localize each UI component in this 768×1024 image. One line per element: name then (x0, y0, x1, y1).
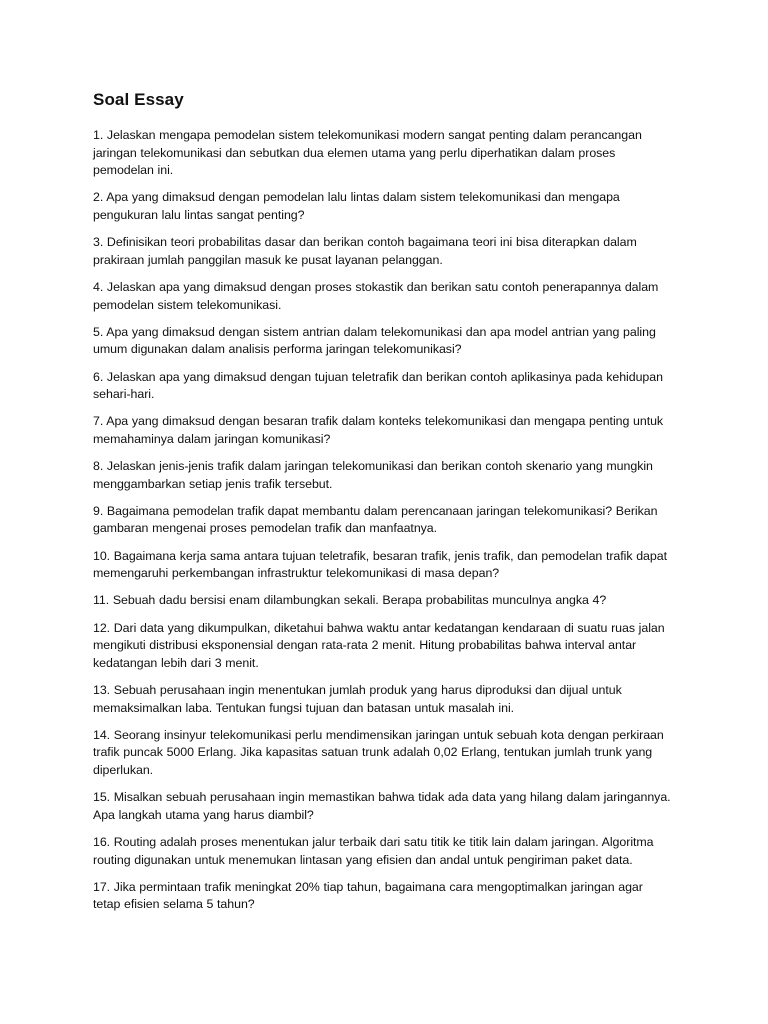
question-16: 16. Routing adalah proses menentukan jalur terbaik dari satu titik ke titik lain dalam jaringan. Algoritma routing digunakan untuk menemukan lintasan yang efisien dan andal untuk pengiriman paket data. (93, 834, 654, 867)
question-10: 10. Bagaimana kerja sama antara tujuan teletrafik, besaran trafik, jenis trafik, dan pemodelan trafik dapat memengaruhi perkembangan infrastruktur telekomunikasi di masa depan? (93, 548, 667, 581)
question-12: 12. Dari data yang dikumpulkan, diketahui bahwa waktu antar kedatangan kendaraan di suatu ruas jalan mengikuti distribusi eksponensial dengan rata-rata 2 menit. Hitung probabilitas bahwa interval antar kedatangan lebih dari 3 menit. (93, 620, 665, 670)
question-8: 8. Jelaskan jenis-jenis trafik dalam jaringan telekomunikasi dan berikan contoh skenario yang mungkin menggambarkan setiap jenis trafik tersebut. (93, 459, 653, 491)
question-4: 4. Jelaskan apa yang dimaksud dengan proses stokastik dan berikan satu contoh penerapannya dalam pemodelan sistem telekomunikasi. (93, 279, 659, 312)
question-list (93, 127, 673, 914)
question-1: 1. Jelaskan mengapa pemodelan sistem telekomunikasi modern sangat penting dalam perancangan jaringan telekomunikasi dan sebutkan dua elemen utama yang perlu diperhatikan dalam proses pemodelan ini. (93, 128, 642, 178)
question-17: 17. Jika permintaan trafik meningkat 20% tiap tahun, bagaimana cara mengoptimalkan jaringan agar tetap efisien selama 5 tahun? (93, 879, 643, 912)
question-9: 9. Bagaimana pemodelan trafik dapat membantu dalam perencanaan jaringan telekomunikasi? Berikan gambaran mengenai proses pemodelan trafik dan manfaatnya. (93, 503, 658, 536)
question-13: 13. Sebuah perusahaan ingin menentukan jumlah produk yang harus diproduksi dan dijual untuk memaksimalkan laba. Tentukan fungsi tujuan dan batasan untuk masalah ini. (93, 682, 622, 715)
question-5: 5. Apa yang dimaksud dengan sistem antrian dalam telekomunikasi dan apa model antrian yang paling umum digunakan dalam analisis performa jaringan telekomunikasi? (93, 324, 656, 357)
question-7: 7. Apa yang dimaksud dengan besaran trafik dalam konteks telekomunikasi dan mengapa penting untuk memahaminya dalam jaringan komunikasi? (93, 414, 664, 446)
question-6: 6. Jelaskan apa yang dimaksud dengan tujuan teletrafik dan berikan contoh aplikasinya pada kehidupan sehari-hari. (93, 369, 663, 402)
question-11: 11. Sebuah dadu bersisi enam dilambungkan sekali. Berapa probabilitas munculnya angka 4? (93, 593, 607, 608)
question-2: 2. Apa yang dimaksud dengan pemodelan lalu lintas dalam sistem telekomunikasi dan mengapa pengukuran lalu lintas sangat penting? (93, 190, 620, 222)
document-page (93, 88, 673, 923)
document-title: Soal Essay (93, 90, 184, 109)
question-14: 14. Seorang insinyur telekomunikasi perlu mendimensikan jaringan untuk sebuah kota dengan perkiraan trafik puncak 5000 Erlang. Jika kapasitas satuan trunk adalah 0,02 Erlang, tentukan jumlah trunk yang diperlukan. (93, 727, 664, 777)
question-3: 3. Definisikan teori probabilitas dasar dan berikan contoh bagaimana teori ini bisa diterapkan dalam prakiraan jumlah panggilan masuk ke pusat layanan pelanggan. (93, 235, 637, 267)
question-15: 15. Misalkan sebuah perusahaan ingin memastikan bahwa tidak ada data yang hilang dalam jaringannya. Apa langkah utama yang harus diambil? (93, 790, 671, 822)
